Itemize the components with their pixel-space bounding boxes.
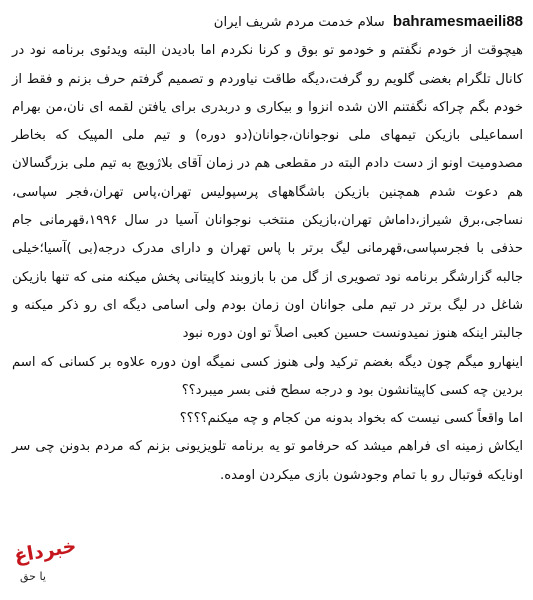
watermark-brand: خبرداغ [12, 534, 78, 568]
greeting-text: سلام خدمت مردم شریف ایران [213, 15, 385, 30]
caption-paragraph-second: اینهارو میگم چون دیگه بغضم ترکید ولی هنوز کسی نمیگه اون دوره علاوه بر کسانی که اسم بردین چه کسی کاپیتانشون بود و درجه سطح فنی بسر میبرد؟؟ [12, 354, 523, 398]
username-link[interactable]: bahramesmaeili88 [392, 13, 523, 30]
caption-paragraph-fourth: ایکاش زمینه ای فراهم میشد که حرفامو تو یه برنامه تلویزیونی بزنم که مردم بدونن چی سر اونایکه فوتبال رو با تمام وجودشون بازی میکردن اومده. [12, 439, 523, 483]
watermark-tagline: یا حق [20, 570, 46, 583]
watermark-logo [6, 534, 78, 594]
caption-paragraph-third: اما واقعاً کسی نیست که بخواد بدونه من کجام و چه میکنم؟؟؟؟ [179, 411, 523, 427]
caption-paragraph-main: هیچوقت از خودم نگفتم و خودمو تو بوق و کرنا نکردم اما بادیدن البته ویدئوی برنامه نود در کانال تلگرام بغضی گلویم رو گرفت،دیگه طاقت نیاوردم و تصمیم گرفتم حرف بزنم و فقط از خودم بگم چراکه نگفتنم الان شده انزوا و بیکاری و دربدری برای یافتن لقمه ای نان،من بهرام اسماعیلی بازیکن تیمهای ملی نوجوانان،جوانان(دو دوره) و تیم ملی المپیک که بخاطر مصدومیت اونو از دست دادم البته در مقطعی هم در زمان آقای بلاژویچ به تیم ملی بزرگسالان هم دعوت شدم همچنین بازیکن باشگاههای پرسپولیس تهران،پاس تهران،فجر سپاسی، نساجی،برق شیراز،داماش تهران،بازیکن منتخب نوجوانان آسیا در سال ۱۹۹۶،قهرمانی جام حذفی با فجرسپاسی،قهرمانی لیگ برتر با پاس تهران و دارای مدرک درجه(بی )آسیا؛خیلی جالبه گزارشگر برنامه نود تصویری از گل من با بازوبند کاپیتانی پخش میکنه منی که تنها بازیکن شاغل در لیگ برتر در تیم ملی جوانان اون زمان بودم ولی اسامی دیگه ای رو ذکر میکنه و جالبتر اینکه هنوز نمیدونست حسین کعبی اصلاً تو اون دوره نبود [12, 43, 523, 342]
caption-first-paragraph [12, 8, 523, 37]
